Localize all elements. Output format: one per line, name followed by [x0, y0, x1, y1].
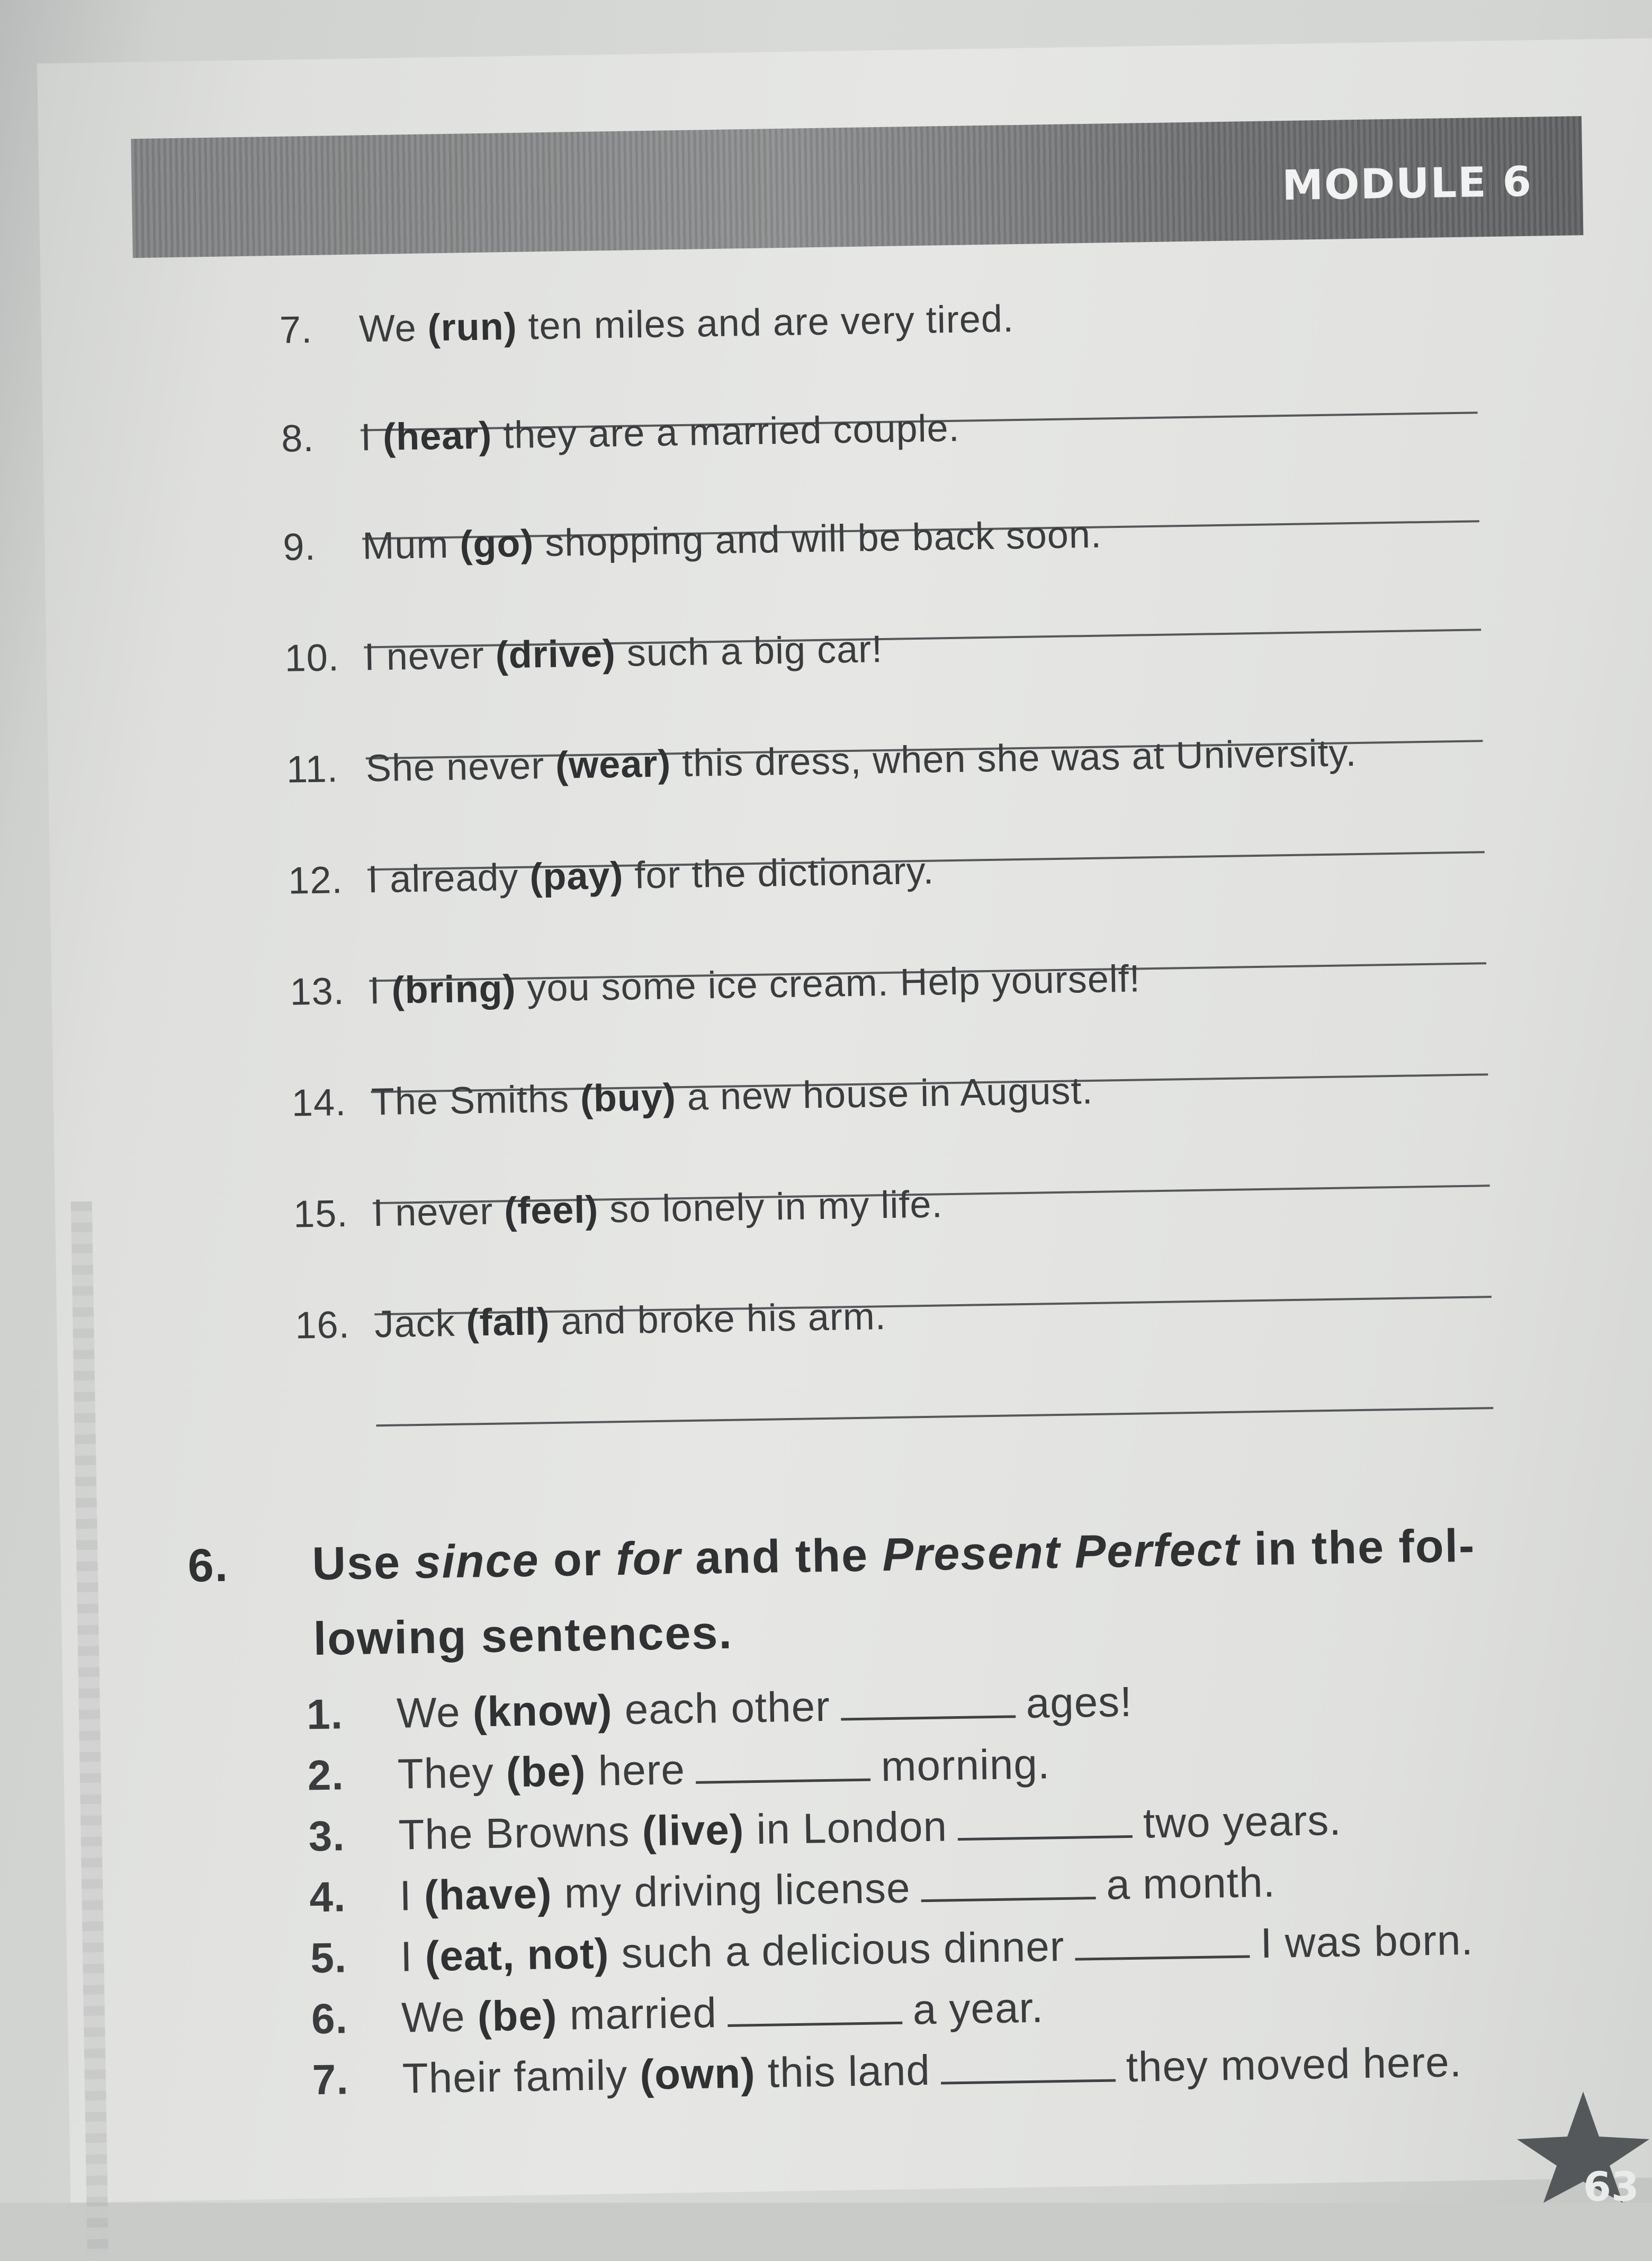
- item-number: 5.: [310, 1934, 347, 1982]
- item-verb: (be): [477, 1991, 558, 2040]
- item-text-middle: such a delicious dinner: [608, 1922, 1065, 1977]
- item-verb: (bring): [391, 967, 517, 1012]
- item-text-middle: this land: [755, 2046, 931, 2097]
- answer-blank[interactable]: [1075, 1954, 1250, 1960]
- item-text-after: so lonely in my life.: [598, 1183, 944, 1231]
- fill-in-item: [307, 1739, 1051, 1800]
- fill-in-item: [310, 1916, 1474, 1982]
- item-verb: (run): [427, 305, 518, 349]
- item-text-after: ages!: [1025, 1677, 1133, 1727]
- item-text-before: Their family: [402, 2051, 641, 2102]
- item-text-after: they are a married couple.: [491, 407, 960, 457]
- item-text-after: morning.: [881, 1740, 1051, 1790]
- instruction-keyword-for: for: [615, 1531, 682, 1585]
- item-text-before: I never: [372, 1190, 505, 1235]
- item-number: 13.: [289, 970, 345, 1013]
- item-number: 2.: [307, 1751, 345, 1799]
- item-verb: (own): [639, 2049, 756, 2098]
- item-verb: (feel): [504, 1188, 599, 1233]
- page-edge-shadow: [71, 1201, 109, 2260]
- item-text-before: I: [399, 1871, 425, 1919]
- item-number: 9.: [282, 525, 317, 569]
- item-verb: (buy): [580, 1076, 677, 1120]
- item-verb: (wear): [555, 742, 671, 787]
- item-verb: (eat, not): [424, 1930, 610, 1980]
- item-verb: (have): [424, 1870, 553, 1919]
- exercise-item: [288, 849, 935, 903]
- item-number: 11.: [286, 748, 339, 791]
- item-text-before: They: [397, 1748, 507, 1798]
- answer-blank[interactable]: [841, 1715, 1016, 1720]
- item-text-before: The Browns: [398, 1807, 643, 1859]
- exercise-6-heading: [187, 1505, 1617, 1665]
- answer-line[interactable]: [376, 1407, 1493, 1426]
- item-number: 16.: [294, 1304, 351, 1347]
- answer-blank[interactable]: [696, 1778, 870, 1784]
- item-text-after: ten miles and are very tired.: [516, 298, 1014, 348]
- item-number: 3.: [308, 1812, 346, 1860]
- fill-in-item: [311, 1984, 1044, 2044]
- fill-in-item: [308, 1796, 1342, 1861]
- exercise-item: [279, 297, 1014, 352]
- exercise-instruction: [311, 1506, 1611, 1676]
- item-text-before: I never: [364, 634, 496, 679]
- item-text-before: I: [369, 969, 392, 1012]
- fill-in-item: [309, 1858, 1276, 1922]
- item-text-middle: my driving license: [551, 1864, 911, 1917]
- textbook-page: [37, 38, 1652, 2202]
- item-text-before: We: [396, 1688, 473, 1737]
- item-text-middle: married: [556, 1989, 717, 2039]
- answer-blank[interactable]: [921, 1896, 1096, 1902]
- instruction-keyword-since: since: [414, 1533, 540, 1589]
- exercise-item: [291, 1069, 1093, 1125]
- instruction-tense: Present Perfect: [882, 1522, 1241, 1581]
- item-text-after: and broke his arm.: [549, 1295, 887, 1343]
- exercise-number: 6.: [187, 1538, 229, 1592]
- exercise-item: [293, 1182, 944, 1236]
- item-text-middle: each other: [612, 1682, 831, 1734]
- item-text-after: a month.: [1106, 1858, 1276, 1908]
- answer-blank[interactable]: [728, 2021, 902, 2027]
- item-text-before: We: [358, 307, 428, 351]
- exercise-item: [290, 957, 1141, 1013]
- item-text-after: they moved here.: [1126, 2038, 1462, 2091]
- item-text-before: I: [360, 416, 383, 459]
- item-number: 1.: [306, 1690, 344, 1738]
- item-text-before: The Smiths: [371, 1078, 581, 1124]
- item-text-after: I was born.: [1260, 1916, 1474, 1967]
- item-verb: (know): [472, 1686, 613, 1736]
- item-number: 6.: [311, 1995, 348, 2043]
- item-text-after: two years.: [1143, 1796, 1342, 1847]
- item-number: 7.: [312, 2056, 349, 2104]
- exercise-item: [295, 1295, 886, 1348]
- answer-blank[interactable]: [941, 2078, 1116, 2084]
- exercise-item: [281, 407, 960, 461]
- item-verb: (go): [459, 522, 534, 566]
- item-text-middle: in London: [743, 1802, 948, 1853]
- instruction-part: or: [538, 1532, 617, 1586]
- item-text-after: shopping and will be back soon.: [533, 513, 1102, 565]
- fill-in-item: [306, 1677, 1133, 1739]
- fill-in-item: [312, 2038, 1462, 2104]
- item-text-after: for the dictionary.: [623, 849, 935, 897]
- item-verb: (drive): [495, 632, 616, 677]
- item-number: 15.: [293, 1192, 348, 1236]
- module-title: MODULE 6: [1281, 158, 1533, 210]
- exercise-item: [284, 627, 883, 680]
- item-number: 7.: [279, 308, 313, 352]
- item-text-after: you some ice cream. Help yourself!: [515, 957, 1141, 1010]
- page-number: 63: [1583, 2163, 1639, 2210]
- item-number: 8.: [281, 417, 315, 460]
- item-text-before: I already: [367, 856, 531, 901]
- instruction-part: and the: [680, 1528, 883, 1584]
- item-verb: (be): [506, 1747, 587, 1796]
- item-number: 12.: [288, 859, 344, 902]
- item-text-after: a year.: [912, 1984, 1044, 2033]
- item-number: 10.: [284, 636, 340, 680]
- item-text-after: such a big car!: [615, 628, 883, 675]
- module-header-band: [131, 116, 1583, 258]
- item-text-before: We: [401, 1993, 478, 2041]
- exercise-item: [283, 513, 1102, 569]
- item-verb: (live): [641, 1806, 745, 1855]
- item-text-before: She never: [365, 744, 556, 790]
- item-number: 4.: [309, 1873, 346, 1921]
- exercise-item: [286, 731, 1357, 792]
- item-text-before: Mum: [362, 523, 460, 568]
- instruction-part: in the fol-lowing sentences.: [313, 1519, 1476, 1665]
- item-verb: (hear): [382, 414, 492, 459]
- answer-blank[interactable]: [958, 1835, 1133, 1841]
- item-number: 14.: [291, 1081, 347, 1125]
- instruction-part: Use: [311, 1536, 416, 1590]
- item-text-after: this dress, when she was at University.: [670, 732, 1357, 785]
- item-text-before: Jack: [374, 1302, 467, 1346]
- item-text-middle: here: [585, 1746, 686, 1795]
- item-verb: (fall): [465, 1300, 551, 1344]
- item-verb: (pay): [529, 854, 624, 899]
- item-text-before: I: [400, 1932, 426, 1980]
- item-text-after: a new house in August.: [676, 1069, 1093, 1119]
